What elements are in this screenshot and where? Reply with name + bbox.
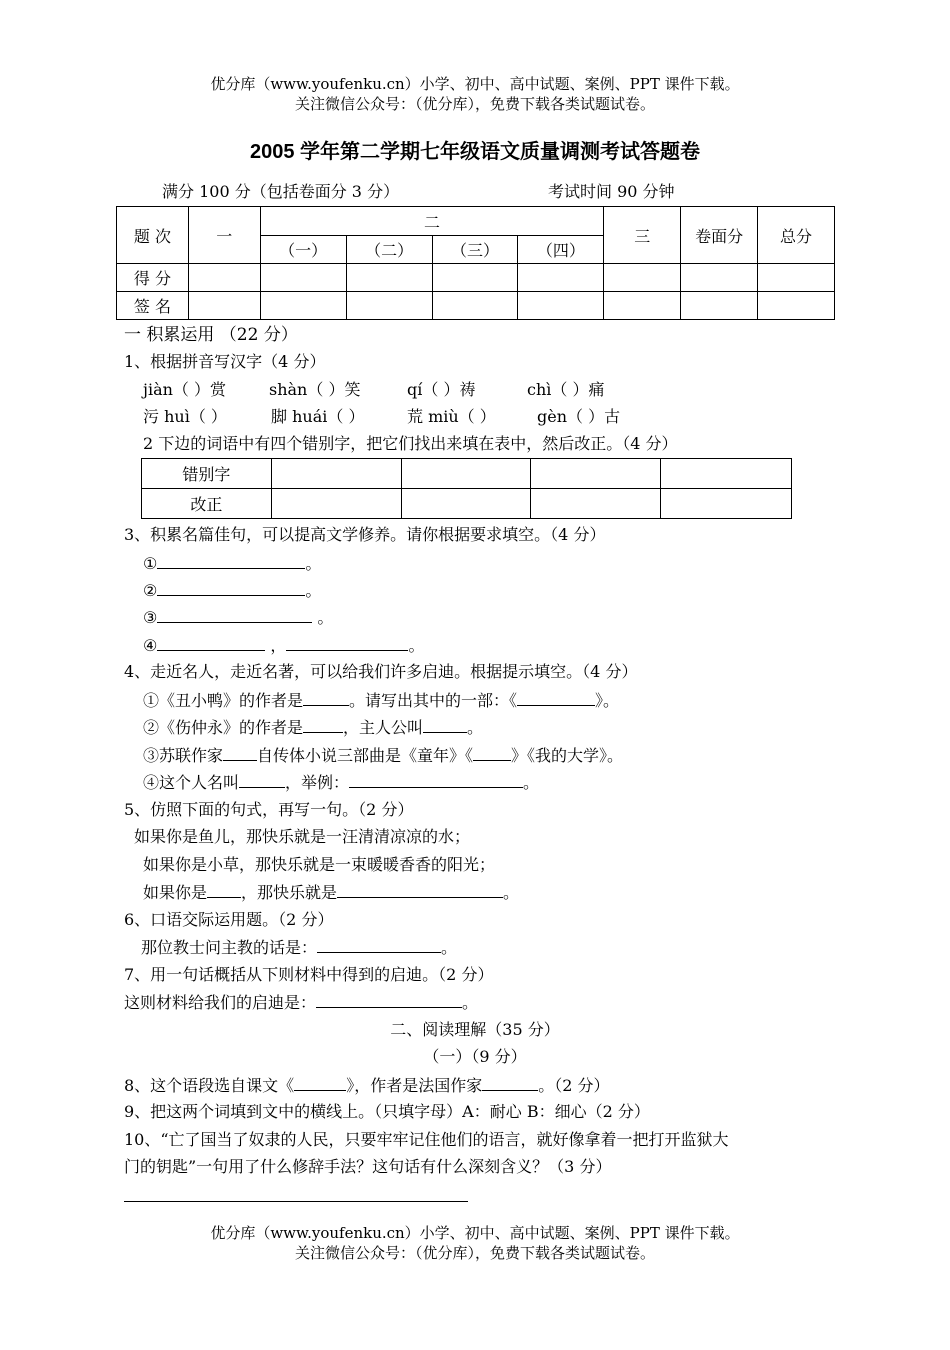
q4-line-2 (143, 716, 483, 739)
q1-item: chì（ ）痛 (527, 380, 605, 399)
q5-text: 如果你是 (143, 883, 208, 902)
wrong-char-cell[interactable] (401, 459, 531, 489)
col-three-cell: 三 (604, 207, 681, 264)
q10-line-1: 10、“亡了国当了奴隶的人民，只要牢牢记住他们的语言，就好像拿着一把打开监狱大 (124, 1130, 729, 1149)
q1-prompt: 1、根据拼音写汉字（4 分） (124, 352, 326, 371)
sign-cell[interactable] (260, 292, 346, 320)
q4-blank[interactable] (223, 744, 257, 761)
q5-blank[interactable] (207, 881, 241, 898)
q9-line: 9、把这两个词填到文中的横线上。（只填字母）A：耐心 B：细心（2 分） (124, 1102, 650, 1121)
q4-text: 。 (467, 718, 484, 737)
q8-text: 》，作者是法国作家 (346, 1076, 483, 1095)
q4-blank[interactable] (517, 689, 595, 706)
q4-blank[interactable] (303, 716, 343, 733)
q4-line-3 (143, 744, 623, 767)
q1-item: shàn（ ）笑 (269, 380, 361, 399)
q4-text: ②《伤仲永》的作者是 (143, 718, 304, 737)
q4-text: ④这个人名叫 (143, 773, 240, 792)
q4-text: 。 (523, 773, 540, 792)
q5-answer-line (143, 881, 519, 904)
q1-item: 污 huì（ ） (143, 407, 227, 426)
q8-blank[interactable] (294, 1074, 346, 1091)
score-cell[interactable] (346, 264, 432, 292)
col-two-cell: 二 (260, 207, 604, 236)
q3-mark: ③ (143, 608, 158, 627)
fix-char-cell[interactable] (271, 489, 401, 519)
q1-item: 荒 miù（ ） (407, 407, 496, 426)
score-table (116, 206, 835, 320)
q4-blank[interactable] (349, 771, 523, 788)
fix-char-cell[interactable] (401, 489, 531, 519)
q4-blank[interactable] (423, 716, 467, 733)
q4-blank[interactable] (473, 744, 511, 761)
score-cell[interactable] (604, 264, 681, 292)
q5-blank[interactable] (337, 881, 503, 898)
q4-blank[interactable] (239, 771, 285, 788)
q6-text: 。 (441, 938, 458, 957)
score-cell[interactable] (432, 264, 518, 292)
score-cell[interactable] (188, 264, 260, 292)
q4-prompt: 4、走近名人，走近名著，可以给我们许多启迪。根据提示填空。（4 分） (124, 662, 638, 681)
q7-prompt: 7、用一句话概括从下则材料中得到的启迪。（2 分） (124, 965, 494, 984)
wrong-char-label: 错别字 (142, 459, 272, 489)
sub-col-2: （二） (346, 236, 432, 264)
exam-time-info: 考试时间 90 分钟 (548, 182, 675, 201)
full-marks-info: 满分 100 分（包括卷面分 3 分） (162, 182, 400, 201)
q4-line-1 (143, 689, 619, 712)
q1-item: gèn（ ）古 (537, 407, 621, 426)
q1-item: jiàn（ ）赏 (143, 380, 227, 399)
q4-text: 自传体小说三部曲是《童年》《 (257, 746, 474, 765)
q4-line-4 (143, 771, 539, 794)
sign-cell[interactable] (758, 292, 835, 320)
header-line-1: 优分库（www.youfenku.cn）小学、初中、高中试题、案例、PPT 课件下载。 (210, 75, 740, 93)
sign-cell[interactable] (188, 292, 260, 320)
sign-cell[interactable] (518, 292, 604, 320)
q2-prompt: 2 下边的词语中有四个错别字，把它们找出来填在表中，然后改正。（4 分） (143, 434, 678, 453)
q4-text: ，举例： (285, 773, 350, 792)
row-score-label: 得 分 (117, 264, 189, 292)
q4-blank[interactable] (303, 689, 349, 706)
q3-line-2: ② 。 (143, 581, 322, 600)
q1-item: qí（ ）祷 (407, 380, 476, 399)
q1-item: 脚 huái（ ） (271, 407, 365, 426)
q6-blank[interactable] (317, 936, 441, 953)
q3-prompt: 3、积累名篇佳句，可以提高文学修养。请你根据要求填空。（4 分） (124, 525, 606, 544)
wrong-char-cell[interactable] (271, 459, 401, 489)
q8-text: 。（2 分） (538, 1076, 610, 1095)
q4-text: ，主人公叫 (343, 718, 424, 737)
q5-example-2: 如果你是小草，那快乐就是一束暖暖香香的阳光； (143, 855, 496, 874)
fix-char-label: 改正 (142, 489, 272, 519)
row-sign-label: 签 名 (117, 292, 189, 320)
q3-mark: ① (143, 554, 158, 573)
q4-text: ③苏联作家 (143, 746, 224, 765)
q4-text: 。请写出其中的一部：《 (349, 691, 518, 710)
q5-text: 。 (503, 883, 520, 902)
q3-mark: ④ (143, 636, 158, 655)
answer-rule[interactable] (124, 1201, 468, 1202)
sub-col-4: （四） (518, 236, 604, 264)
fix-char-cell[interactable] (531, 489, 661, 519)
page-title: 2005 学年第二学期七年级语文质量调测考试答题卷 (249, 141, 701, 163)
section2-heading: 二、阅读理解（35 分） (390, 1020, 560, 1039)
row-header-cell: 题 次 (117, 207, 189, 264)
wrong-char-cell[interactable] (531, 459, 661, 489)
q5-prompt: 5、仿照下面的句式，再写一句。（2 分） (124, 800, 414, 819)
q3-blank[interactable] (157, 552, 305, 569)
score-cell[interactable] (260, 264, 346, 292)
q3-blank[interactable] (157, 606, 312, 623)
col-paper-cell: 卷面分 (681, 207, 758, 264)
sub-col-3: （三） (432, 236, 518, 264)
col-total-cell: 总分 (758, 207, 835, 264)
q6-answer-line (141, 936, 457, 959)
section2-sub1: （一）（9 分） (423, 1047, 527, 1066)
q8-blank[interactable] (482, 1074, 538, 1091)
q8-text: 8、这个语段选自课文《 (124, 1076, 295, 1095)
score-cell[interactable] (758, 264, 835, 292)
q7-text: 这则材料给我们的启迪是： (124, 993, 317, 1012)
q7-blank[interactable] (316, 991, 462, 1008)
q5-example-1: 如果你是鱼儿，那快乐就是一汪清清凉凉的水； (134, 827, 471, 846)
wrong-char-cell[interactable] (661, 459, 792, 489)
sign-cell[interactable] (346, 292, 432, 320)
q3-blank[interactable] (286, 634, 408, 651)
col-one-cell: 一 (188, 207, 260, 264)
q3-line-3: ③ 。 (143, 608, 334, 627)
correction-table (141, 458, 792, 519)
sign-cell[interactable] (681, 292, 758, 320)
q5-text: ，那快乐就是 (241, 883, 338, 902)
q7-answer-line (124, 991, 478, 1014)
sub-col-1: （一） (260, 236, 346, 264)
section1-heading: 一 积累运用 （22 分） (124, 325, 298, 345)
q3-mark: ② (143, 581, 158, 600)
q4-text: ①《丑小鸭》的作者是 (143, 691, 304, 710)
footer-line-1: 优分库（www.youfenku.cn）小学、初中、高中试题、案例、PPT 课件下载。 (210, 1224, 740, 1242)
score-cell[interactable] (681, 264, 758, 292)
q4-text: 》《我的大学》。 (511, 746, 624, 765)
q3-line-1: ① 。 (143, 554, 322, 573)
q3-blank[interactable] (157, 634, 265, 651)
q3-blank[interactable] (157, 579, 305, 596)
header-line-2: 关注微信公众号：（优分库），免费下载各类试题试卷。 (294, 95, 655, 113)
q6-prompt: 6、口语交际运用题。（2 分） (124, 910, 334, 929)
footer-line-2: 关注微信公众号：（优分库），免费下载各类试题试卷。 (294, 1244, 655, 1262)
q7-text: 。 (462, 993, 479, 1012)
score-cell[interactable] (518, 264, 604, 292)
sign-cell[interactable] (604, 292, 681, 320)
q10-line-2: 门的钥匙”一句用了什么修辞手法？这句话有什么深刻含义？（3 分） (124, 1157, 612, 1176)
sign-cell[interactable] (432, 292, 518, 320)
q8-line (124, 1074, 609, 1097)
q3-line-4: ④ ， 。 (143, 636, 425, 655)
q4-text: 》。 (595, 691, 620, 710)
q6-text: 那位教士问主教的话是： (141, 938, 318, 957)
fix-char-cell[interactable] (661, 489, 792, 519)
